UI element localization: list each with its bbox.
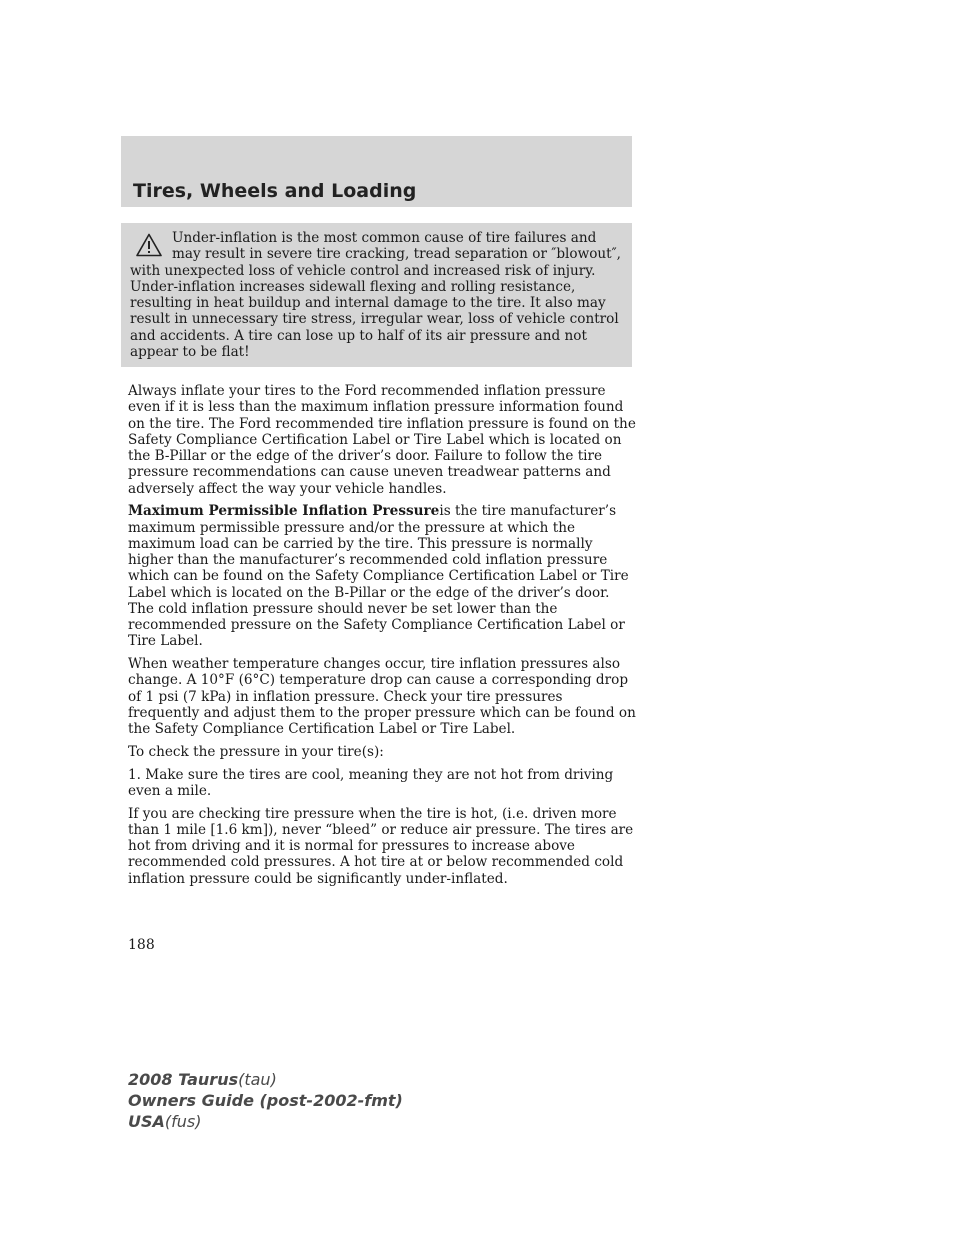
- footer-line-guide: [128, 1090, 403, 1111]
- footer-guide: Owners Guide (post-2002-fmt): [128, 1091, 403, 1110]
- footer-line-model: [128, 1069, 403, 1090]
- body-text: [128, 383, 638, 893]
- paragraph-inflation-recommendation: Always inflate your tires to the Ford recommended inflation pressure even if it is less than the maximum inflation pressure information found on the tire. The Ford recommended tire inflation pressure is found on the Safety Compliance Certification Label or Tire Label which is located on the B-Pillar or the edge of the driver’s door. Failure to follow the tire pressure recommendations can cause uneven treadwear patterns and adversely affect the way your vehicle handles.: [128, 383, 636, 497]
- footer-model-code: (tau): [238, 1070, 277, 1089]
- footer-line-market: [128, 1111, 403, 1132]
- document-footer: [128, 1069, 403, 1132]
- footer-model: 2008 Taurus: [128, 1070, 239, 1089]
- footer-market-code: (fus): [164, 1112, 202, 1131]
- term-maximum-permissible-inflation-pressure: Maximum Permissible Inflation Pressure: [128, 503, 440, 520]
- paragraph-temperature-changes: When weather temperature changes occur, tire inflation pressures also change. A 10°F (6°C) temperature drop can cause a corresponding drop of 1 psi (7 kPa) in inflation pressure. Check your tire pressures frequently and adjust them to the proper pressure which can be found on the Safety Compliance Certification Label or Tire Label.: [128, 656, 636, 737]
- step-1: 1. Make sure the tires are cool, meaning they are not hot from driving even a mile.: [128, 766, 614, 799]
- paragraph-maximum-pressure: [128, 503, 638, 649]
- section-title: Tires, Wheels and Loading: [133, 180, 417, 202]
- footer-market: USA: [128, 1112, 165, 1131]
- paragraph-check-pressure-intro: To check the pressure in your tire(s):: [128, 743, 384, 760]
- definition-maximum-permissible-inflation-pressure: is the tire manufacturer’s maximum permissible pressure and/or the pressure at which the maximum load can be carried by the tire. This pressure is normally higher than the manufacturer’s recommended cold inflation pressure which can be found on the Safety Compliance Certification Label or Tire Label which is located on the B-Pillar or the edge of the driver’s door. The cold inflation pressure should never be set lower than the recommended pressure on the Safety Compliance Certification Label or Tire Label.: [128, 503, 629, 650]
- warning-box: [121, 223, 632, 367]
- paragraph-hot-tire: If you are checking tire pressure when the tire is hot, (i.e. driven more than 1 mile [1.6 km]), never “bleed” or reduce air pressure. The tires are hot from driving and it is normal for pressures to increase above recommended cold pressures. A hot tire at or below recommended cold inflation pressure could be significantly under-inflated.: [128, 805, 634, 887]
- warning-text: Under-inflation is the most common cause of tire failures and may result in severe tire cracking, tread separation or ″blowout″, with unexpected loss of vehicle control and increased risk of injury. Under-inflation increases sidewall flexing and rolling resistance, resulting in heat buildup and internal damage to the tire. It also may result in unnecessary tire stress, irregular wear, loss of vehicle control and accidents. A tire can lose up to half of its air pressure and not appear to be flat!: [130, 230, 622, 360]
- page-number: 188: [128, 937, 155, 953]
- section-header: [121, 136, 632, 207]
